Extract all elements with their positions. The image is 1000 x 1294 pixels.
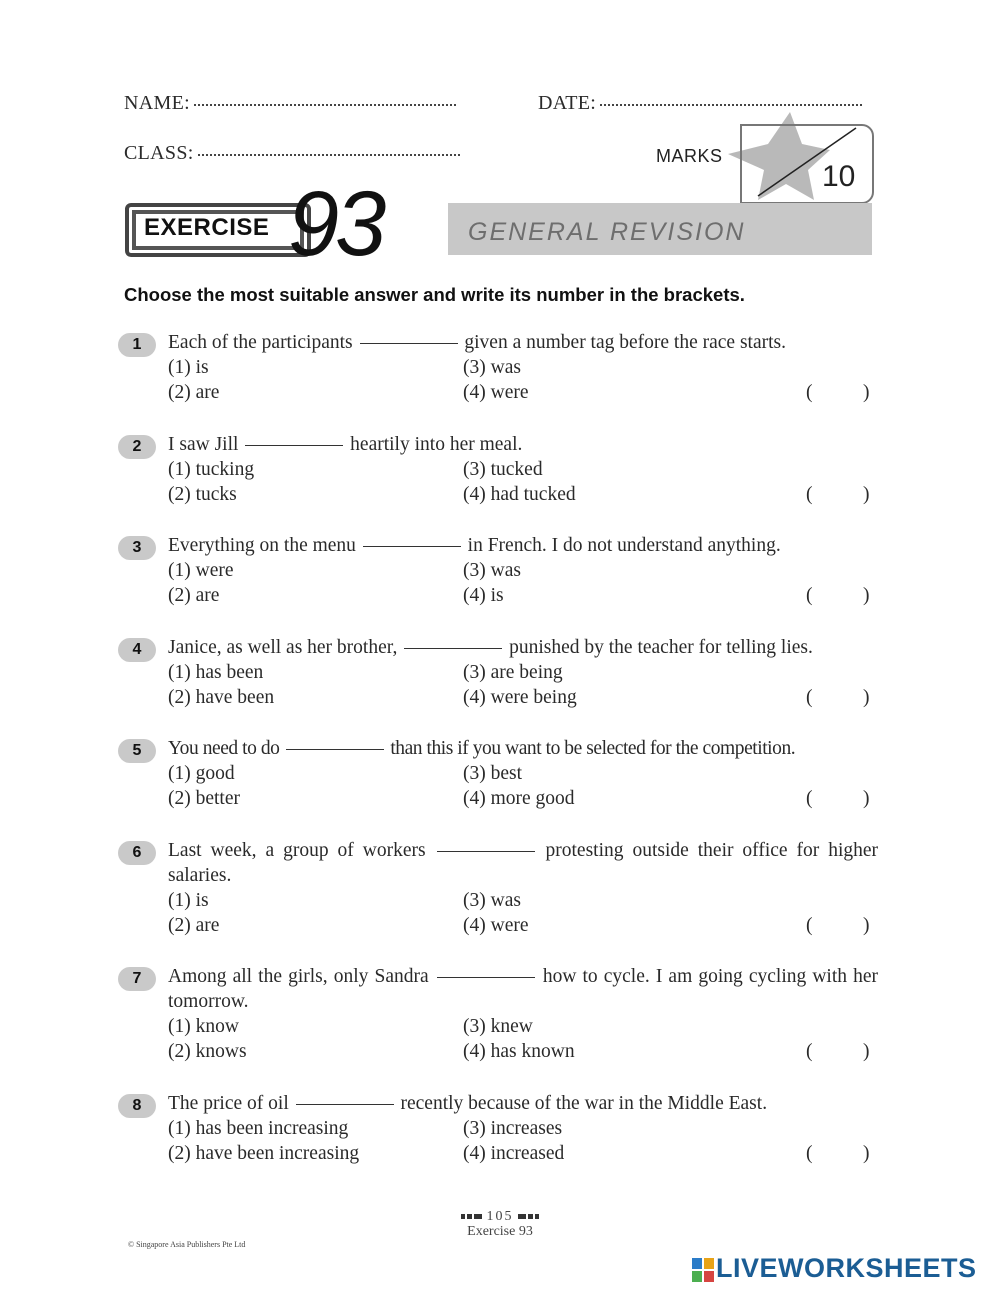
answer-input[interactable] — [822, 788, 862, 810]
bracket-close: ) — [863, 1143, 870, 1164]
option-4: (4) has known — [463, 1041, 575, 1062]
option-1: (1) good — [168, 763, 235, 784]
bracket-close: ) — [863, 1041, 870, 1062]
stem-before: Last week, a group of workers — [168, 840, 426, 861]
question-number: 6 — [118, 841, 156, 865]
decor-square — [467, 1214, 472, 1219]
marks-label: MARKS — [656, 146, 723, 166]
answer-blank — [437, 977, 535, 978]
liveworksheets-brand[interactable]: LIVEWORKSHEETS — [716, 1253, 977, 1283]
question-number: 7 — [118, 967, 156, 991]
question-number: 5 — [118, 739, 156, 763]
answer-blank — [437, 851, 535, 852]
option-3: (3) was — [463, 357, 521, 378]
page-number: 105 — [486, 1209, 514, 1224]
stem-after: given a number tag before the race starts. — [464, 332, 786, 353]
answer-input[interactable] — [822, 484, 862, 506]
decor-square — [535, 1214, 539, 1219]
question-stem — [168, 964, 878, 1014]
bracket-open: ( — [806, 915, 813, 936]
stem-before: Everything on the menu — [168, 535, 356, 556]
option-3: (3) tucked — [463, 459, 543, 480]
option-3: (3) was — [463, 560, 521, 581]
bracket-open: ( — [806, 1143, 813, 1164]
option-1: (1) is — [168, 357, 209, 378]
name-line[interactable] — [194, 104, 456, 106]
liveworksheets-logo-icon — [692, 1258, 714, 1282]
date-label: DATE: — [538, 92, 597, 114]
question-number: 3 — [118, 536, 156, 560]
question-number: 4 — [118, 638, 156, 662]
bracket-open: ( — [806, 687, 813, 708]
answer-input[interactable] — [822, 687, 862, 709]
question-number: 1 — [118, 333, 156, 357]
question-stem — [168, 838, 878, 888]
stem-before: Among all the girls, only Sandra — [168, 966, 429, 987]
answer-blank — [404, 648, 502, 649]
option-3: (3) are being — [463, 662, 563, 683]
decor-square — [474, 1214, 482, 1219]
bracket-open: ( — [806, 1041, 813, 1062]
date-line[interactable] — [600, 104, 862, 106]
answer-input[interactable] — [822, 915, 862, 937]
option-1: (1) has been — [168, 662, 264, 683]
answer-blank — [363, 546, 461, 547]
stem-after: protesting outside their office for higher salaries. — [168, 840, 879, 886]
option-1: (1) know — [168, 1016, 239, 1037]
answer-blank — [296, 1104, 394, 1105]
topic-title: GENERAL REVISION — [468, 218, 746, 246]
option-1: (1) were — [168, 560, 234, 581]
question-stem — [168, 330, 878, 355]
answer-blank — [286, 749, 384, 750]
option-4: (4) were — [463, 382, 529, 403]
bracket-close: ) — [863, 484, 870, 505]
bracket-open: ( — [806, 585, 813, 606]
option-2: (2) tucks — [168, 484, 237, 505]
class-label: CLASS: — [124, 142, 194, 164]
option-2: (2) are — [168, 382, 220, 403]
option-4: (4) were being — [463, 687, 577, 708]
answer-input[interactable] — [822, 585, 862, 607]
question-stem — [168, 1091, 878, 1116]
exercise-number: 93 — [288, 173, 383, 275]
question-stem — [168, 533, 878, 558]
page-number-row — [400, 1209, 600, 1225]
bracket-open: ( — [806, 382, 813, 403]
option-2: (2) have been — [168, 687, 275, 708]
stem-before: Each of the participants — [168, 332, 353, 353]
stem-after: heartily into her meal. — [350, 434, 523, 455]
stem-before: Janice, as well as her brother, — [168, 637, 398, 658]
question-stem — [168, 736, 878, 761]
question-stem — [168, 635, 878, 660]
exercise-reference: Exercise 93 — [467, 1224, 533, 1239]
answer-blank — [360, 343, 458, 344]
copyright: © Singapore Asia Publishers Pte Ltd — [128, 1240, 246, 1249]
stem-after: punished by the teacher for telling lies. — [509, 637, 813, 658]
option-2: (2) better — [168, 788, 241, 809]
answer-input[interactable] — [822, 1143, 862, 1165]
stem-before: The price of oil — [168, 1093, 289, 1114]
option-2: (2) are — [168, 915, 220, 936]
option-3: (3) knew — [463, 1016, 533, 1037]
question-number: 2 — [118, 435, 156, 459]
bracket-close: ) — [863, 585, 870, 606]
option-1: (1) tucking — [168, 459, 255, 480]
bracket-close: ) — [863, 382, 870, 403]
marks-total: 10 — [822, 160, 856, 193]
option-4: (4) were — [463, 915, 529, 936]
option-1: (1) is — [168, 890, 209, 911]
option-1: (1) has been increasing — [168, 1118, 349, 1139]
answer-input[interactable] — [822, 1041, 862, 1063]
bracket-open: ( — [806, 484, 813, 505]
bracket-close: ) — [863, 915, 870, 936]
option-4: (4) increased — [463, 1143, 565, 1164]
question-stem — [168, 432, 878, 457]
decor-square — [528, 1214, 533, 1219]
option-2: (2) knows — [168, 1041, 247, 1062]
stem-after: how to cycle. I am going cycling with her tomorrow. — [168, 966, 878, 1012]
exercise-label: EXERCISE — [144, 214, 270, 241]
decor-square — [518, 1214, 526, 1219]
answer-input[interactable] — [822, 382, 862, 404]
option-2: (2) are — [168, 585, 220, 606]
option-4: (4) more good — [463, 788, 575, 809]
stem-after: in French. I do not understand anything. — [467, 535, 781, 556]
option-3: (3) was — [463, 890, 521, 911]
instruction: Choose the most suitable answer and write its number in the brackets. — [124, 284, 745, 305]
question-number: 8 — [118, 1094, 156, 1118]
bracket-close: ) — [863, 788, 870, 809]
option-3: (3) best — [463, 763, 523, 784]
class-field — [124, 142, 460, 165]
marks-score-input[interactable] — [752, 134, 812, 164]
answer-blank — [245, 445, 343, 446]
stem-after: recently because of the war in the Middle East. — [400, 1093, 768, 1114]
option-2: (2) have been increasing — [168, 1143, 360, 1164]
stem-before: You need to do — [168, 738, 280, 759]
bracket-open: ( — [806, 788, 813, 809]
bracket-close: ) — [863, 687, 870, 708]
stem-before: I saw Jill — [168, 434, 239, 455]
name-label: NAME: — [124, 92, 190, 114]
stem-after: than this if you want to be selected for the competition. — [390, 738, 796, 759]
name-field — [124, 92, 456, 115]
option-4: (4) had tucked — [463, 484, 576, 505]
option-4: (4) is — [463, 585, 504, 606]
decor-square — [461, 1214, 465, 1219]
class-line[interactable] — [198, 154, 460, 156]
option-3: (3) increases — [463, 1118, 563, 1139]
